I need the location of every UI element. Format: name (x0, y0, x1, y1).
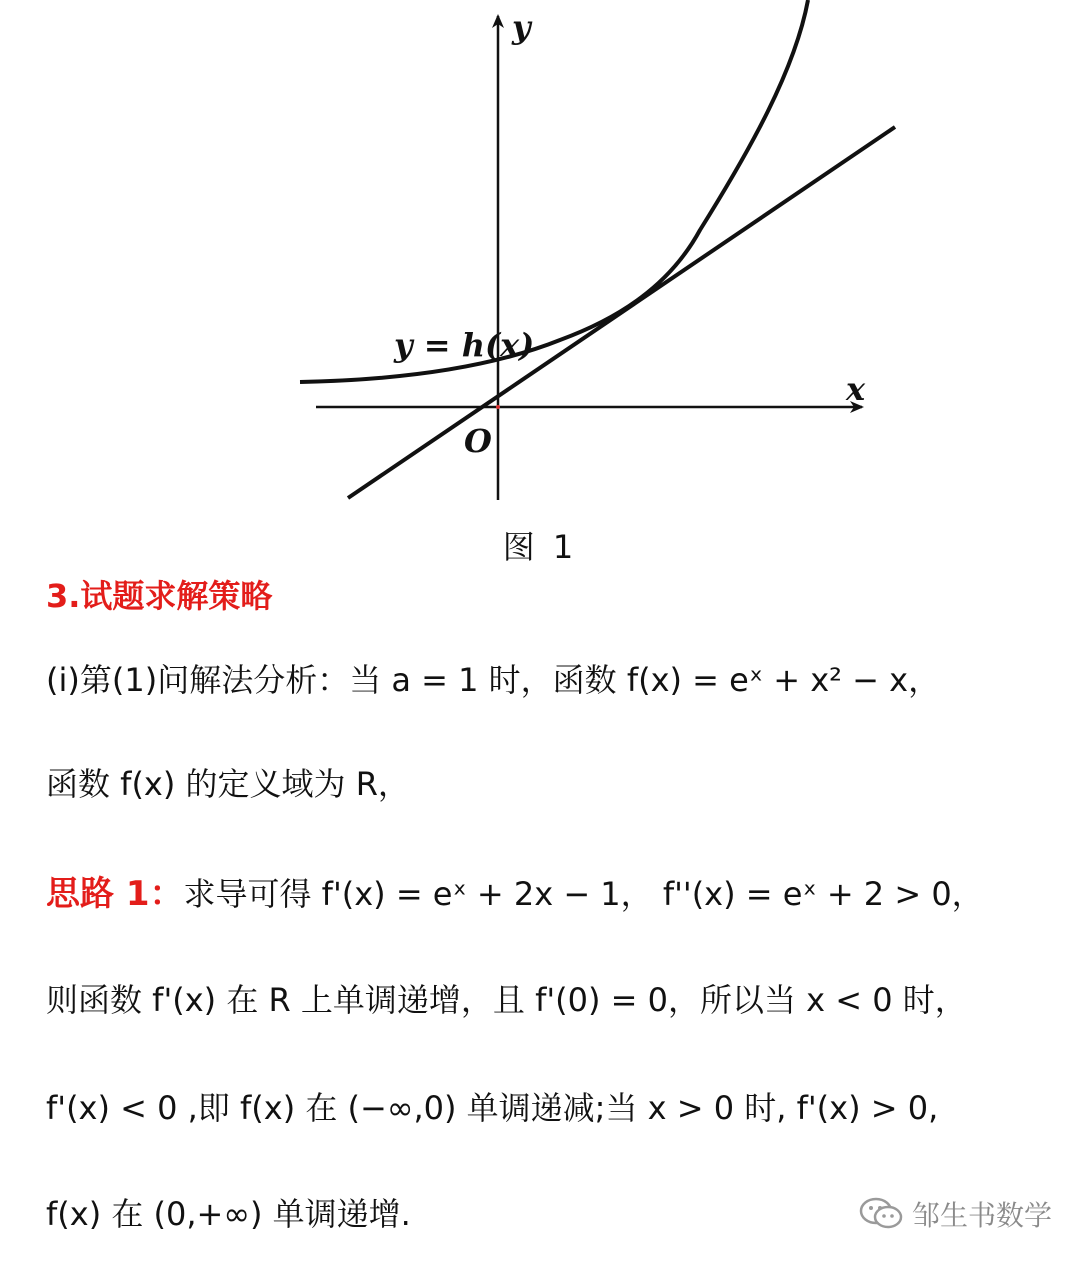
text-line-6 (46, 1194, 411, 1234)
text-line-2 (46, 764, 410, 804)
section-heading: 3.试题求解策略 (46, 577, 273, 615)
curve-h (300, 0, 808, 382)
wechat-icon (858, 1195, 904, 1233)
text-line-3 (46, 874, 984, 914)
origin-point (496, 405, 500, 409)
line-1-text: (ⅰ)第(1)问解法分析：当 a = 1 时，函数 f(x) = eˣ + x² − x， (46, 661, 941, 699)
watermark (858, 1194, 1052, 1234)
x-axis-label: x (846, 370, 866, 408)
line-4-text: 则函数 f'(x) 在 R 上单调递增，且 f'(0) = 0，所以当 x < 0 时， (46, 981, 967, 1019)
line-3-text: 求导可得 f'(x) = eˣ + 2x − 1， f''(x) = eˣ + 2 > 0， (183, 875, 984, 913)
line-2-text: 函数 f(x) 的定义域为 R， (46, 765, 410, 803)
function-graph (290, 0, 910, 510)
curve-label: y = h(x) (394, 326, 535, 364)
text-line-1 (46, 660, 940, 700)
line-6-text: f(x) 在 (0,+∞) 单调递增. (46, 1195, 411, 1233)
origin-label: O (464, 422, 492, 460)
text-line-4 (46, 980, 967, 1020)
line-5-text: f'(x) < 0 ,即 f(x) 在 (−∞,0) 单调递减;当 x > 0 时, f'(x) > 0, (46, 1089, 939, 1127)
y-axis-label: y (512, 8, 531, 46)
idea-label: 思路 1： (46, 874, 184, 914)
figure-caption: 图 1 (502, 528, 578, 566)
watermark-text: 邹生书数学 (912, 1199, 1053, 1232)
text-line-5 (46, 1088, 938, 1128)
